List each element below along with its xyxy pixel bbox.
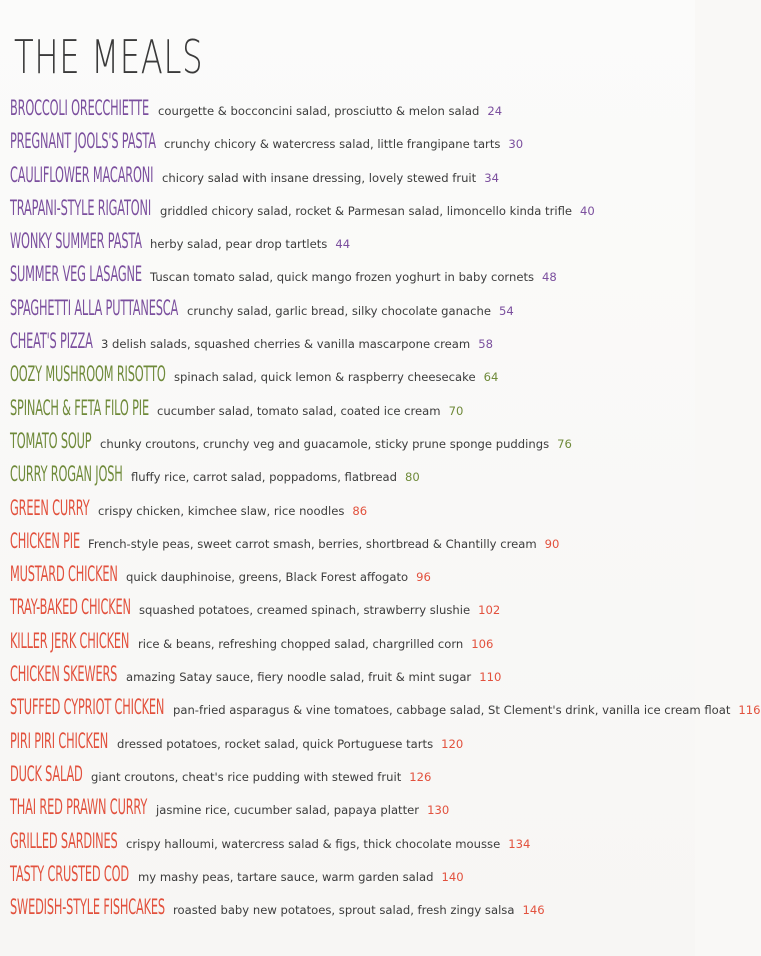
meal-row [10, 496, 690, 529]
meal-name: TOMATO SOUP [10, 428, 92, 453]
meal-name-wrap [10, 196, 152, 220]
meal-name: KILLER JERK CHICKEN [10, 628, 130, 653]
meal-name: CAULIFLOWER MACARONI [10, 162, 154, 187]
page-number: 40 [580, 203, 595, 218]
page-number: 30 [508, 137, 524, 152]
meal-description: giant croutons, cheat's rice pudding with stewed fruit [91, 769, 402, 784]
page-number: 126 [409, 769, 432, 784]
page-number: 80 [404, 470, 420, 485]
meal-name: SPINACH & FETA FILO PIE [10, 395, 149, 420]
meal-name: PIRI PIRI CHICKEN [10, 728, 109, 753]
meal-row [10, 662, 690, 695]
page-number: 54 [498, 303, 514, 318]
meal-name-wrap [10, 729, 109, 753]
meal-row [10, 362, 690, 395]
meal-name: PREGNANT JOOLS'S PASTA [10, 129, 156, 154]
meal-name-wrap [10, 895, 165, 919]
meal-name: GREEN CURRY [10, 495, 90, 520]
meal-row [10, 262, 690, 295]
meal-name: THAI RED PRAWN CURRY [10, 795, 148, 820]
meal-name-wrap [10, 229, 142, 253]
page-number: 120 [441, 736, 464, 751]
meal-name-wrap [10, 629, 130, 653]
meal-name-wrap [10, 296, 179, 320]
meal-name-wrap [10, 762, 83, 786]
meal-description: dressed potatoes, rocket salad, quick Portuguese tarts [117, 736, 434, 751]
meal-description: spinach salad, quick lemon & raspberry cheesecake [174, 370, 476, 385]
meal-name: CHEAT'S PIZZA [10, 329, 93, 354]
meal-row [10, 595, 690, 628]
meal-name: SWEDISH-STYLE FISHCAKES [10, 895, 165, 920]
meal-description: my mashy peas, tartare sauce, warm garden salad [138, 869, 434, 884]
page-number: 58 [478, 337, 493, 352]
meal-name-wrap [10, 262, 142, 286]
meal-name: GRILLED SARDINES [10, 828, 118, 853]
meal-row [10, 695, 761, 728]
meal-row [10, 829, 690, 862]
page-number: 106 [471, 636, 494, 651]
page-number: 70 [448, 403, 464, 418]
meal-description: jasmine rice, cucumber salad, papaya platter [156, 803, 420, 818]
meal-name: TRAPANI-STYLE RIGATONI [10, 195, 152, 220]
meal-description: 3 delish salads, squashed cherries & vanilla mascarpone cream [101, 337, 471, 352]
meal-name-wrap [10, 496, 90, 520]
meal-row [10, 296, 690, 329]
meal-description: griddled chicory salad, rocket & Parmesan salad, limoncello kinda trifle [160, 203, 573, 218]
page-number: 90 [544, 536, 560, 551]
meal-name-wrap [10, 795, 148, 819]
page-number: 48 [542, 270, 557, 285]
meal-row [10, 96, 690, 129]
meal-row [10, 862, 690, 895]
page-number: 140 [441, 869, 464, 884]
meal-name-wrap [10, 595, 131, 619]
meal-description: pan-fried asparagus & vine tomatoes, cabbage salad, St Clement's drink, vanilla ice cream float [173, 703, 731, 718]
meal-name-wrap [10, 562, 118, 586]
meal-name-wrap [10, 829, 118, 853]
meal-description: rice & beans, refreshing chopped salad, chargrilled corn [138, 636, 464, 651]
meal-description: crunchy chicory & watercress salad, little frangipane tarts [164, 137, 501, 152]
meal-name-wrap [10, 362, 166, 386]
meal-name-wrap [10, 462, 123, 486]
meal-name: DUCK SALAD [10, 761, 83, 786]
page-title: THE MEALS [14, 30, 204, 84]
page-number: 110 [479, 670, 502, 685]
page-number: 86 [352, 503, 368, 518]
meal-description: crispy chicken, kimchee slaw, rice noodles [98, 503, 345, 518]
meal-row [10, 629, 690, 662]
page-number: 24 [487, 104, 503, 118]
meal-name-wrap [10, 662, 118, 686]
meal-name: CHICKEN PIE [10, 528, 80, 553]
page-number: 116 [738, 703, 761, 718]
meal-description: squashed potatoes, creamed spinach, strawberry slushie [139, 603, 471, 618]
meal-name-wrap [10, 96, 150, 120]
meal-list [10, 96, 761, 928]
page-number: 76 [557, 436, 572, 451]
meal-description: chicory salad with insane dressing, lovely stewed fruit [162, 170, 477, 185]
meal-name: TRAY-BAKED CHICKEN [10, 595, 131, 620]
meal-name: CHICKEN SKEWERS [10, 662, 118, 687]
meal-row [10, 462, 690, 495]
meal-name: OOZY MUSHROOM RISOTTO [10, 362, 166, 387]
meal-row [10, 396, 690, 429]
page-number: 96 [416, 570, 431, 585]
meal-name-wrap [10, 862, 130, 886]
meal-name-wrap [10, 529, 80, 553]
meal-row [10, 762, 690, 795]
page-number: 146 [522, 903, 545, 918]
meal-description: crunchy salad, garlic bread, silky chocolate ganache [187, 303, 491, 318]
meal-description: herby salad, pear drop tartlets [150, 237, 328, 252]
meal-name-wrap [10, 396, 149, 420]
meal-name: CURRY ROGAN JOSH [10, 462, 123, 487]
meal-description: quick dauphinoise, greens, Black Forest affogato [126, 570, 409, 585]
meal-description: French-style peas, sweet carrot smash, berries, shortbread & Chantilly cream [88, 536, 537, 551]
meal-description: fluffy rice, carrot salad, poppadoms, flatbread [131, 470, 397, 485]
meal-row [10, 129, 690, 162]
meal-name: SPAGHETTI ALLA PUTTANESCA [10, 295, 179, 320]
meal-description: courgette & bocconcini salad, prosciutto & melon salad [158, 104, 480, 118]
meal-row [10, 529, 690, 562]
meal-description: chunky croutons, crunchy veg and guacamole, sticky prune sponge puddings [100, 436, 550, 451]
meal-description: roasted baby new potatoes, sprout salad, fresh zingy salsa [173, 903, 515, 918]
meal-row [10, 329, 690, 362]
meal-row [10, 429, 690, 462]
meal-name-wrap [10, 163, 154, 187]
page-number: 44 [335, 237, 351, 252]
meal-name-wrap [10, 329, 93, 353]
page-number: 130 [427, 803, 450, 818]
page-number: 64 [483, 370, 499, 385]
meal-row [10, 795, 690, 828]
meal-row [10, 729, 690, 762]
page-number: 134 [508, 836, 531, 851]
meal-name: MUSTARD CHICKEN [10, 562, 118, 587]
meal-name: TASTY CRUSTED COD [10, 861, 130, 886]
meal-description: Tuscan tomato salad, quick mango frozen yoghurt in baby cornets [150, 270, 535, 285]
meal-row [10, 163, 690, 196]
meal-name-wrap [10, 695, 165, 719]
meal-row [10, 562, 690, 595]
meal-name: SUMMER VEG LASAGNE [10, 262, 142, 287]
meal-description: crispy halloumi, watercress salad & figs, thick chocolate mousse [126, 836, 501, 851]
meal-name: BROCCOLI ORECCHIETTE [10, 96, 150, 120]
meal-row [10, 196, 690, 229]
meal-name-wrap [10, 129, 156, 153]
meal-name: WONKY SUMMER PASTA [10, 229, 142, 254]
meal-name-wrap [10, 429, 92, 453]
meal-row [10, 895, 690, 928]
page-number: 102 [478, 603, 501, 618]
meal-row [10, 229, 690, 262]
meal-description: cucumber salad, tomato salad, coated ice cream [157, 403, 441, 418]
meal-name: STUFFED CYPRIOT CHICKEN [10, 695, 165, 720]
page-number: 34 [484, 170, 499, 185]
meal-description: amazing Satay sauce, fiery noodle salad, fruit & mint sugar [126, 670, 472, 685]
